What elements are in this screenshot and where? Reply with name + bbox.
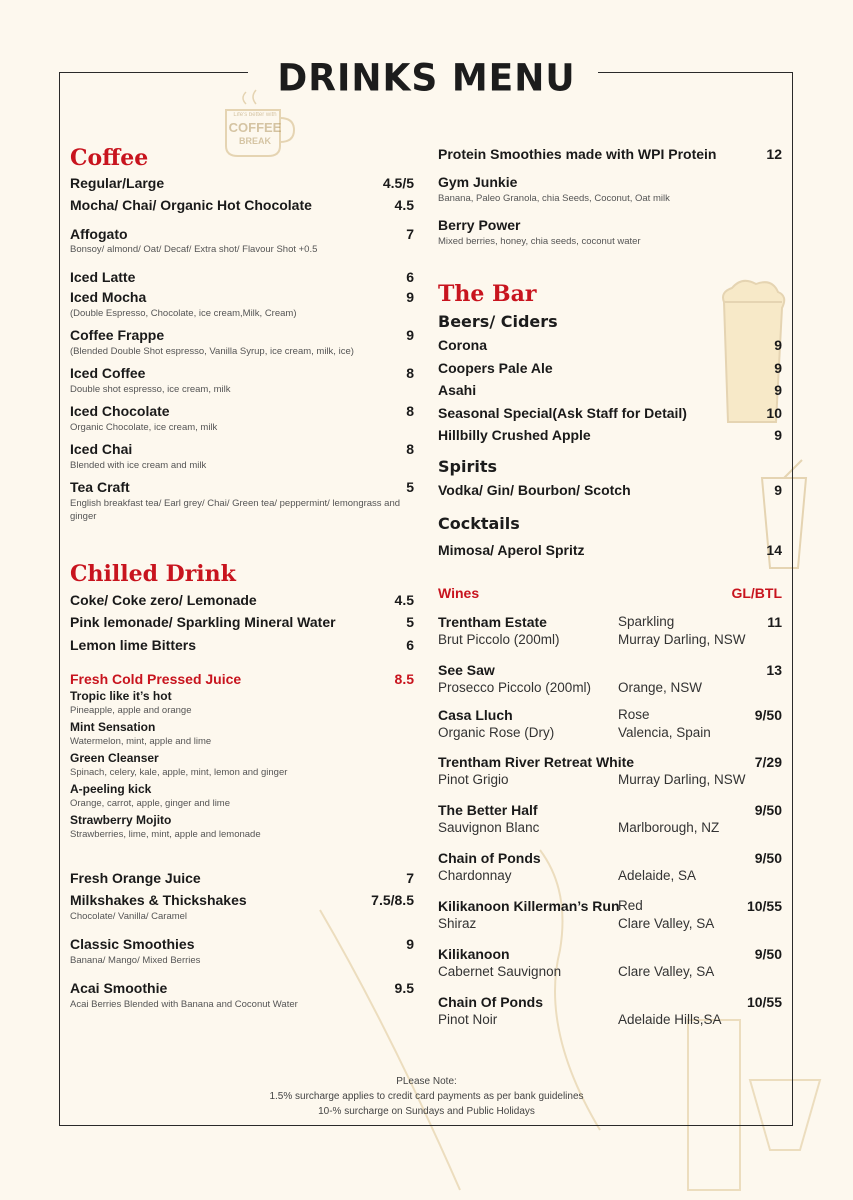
juice-price: 8.5 [394,671,414,687]
item-price: 8 [406,403,414,419]
item-price: 9 [774,382,782,398]
menu-item [70,637,414,655]
coffee-break-logo-line1: Life's better with [233,112,277,118]
wine-item [438,802,782,838]
menu-item [70,479,414,522]
item-price: 4.5 [394,197,414,213]
menu-item [70,870,414,888]
juice-name: Green Cleanser [70,751,159,765]
menu-item [70,226,414,255]
menu-item [70,289,414,319]
item-price: 8 [406,365,414,381]
item-name: Classic Smoothies [70,936,195,952]
cocktails-heading: Cocktails [438,514,520,533]
item-name: Fresh Orange Juice [70,870,201,886]
juice-heading: Fresh Cold Pressed Juice [70,671,242,687]
menu-item [70,892,414,922]
item-price: 8 [406,441,414,457]
notes-line-2: 10-% surcharge on Sundays and Public Holidays [318,1106,535,1117]
wine-item [438,946,782,982]
menu-item [70,269,414,287]
the-bar-heading: The Bar [438,281,537,307]
juice-name: Strawberry Mojito [70,813,172,827]
menu-item [70,175,414,193]
juice-description: Pineapple, apple and orange [70,705,192,716]
item-price: 9 [774,482,782,498]
wine-region: Murray Darling, NSW [618,632,746,647]
wine-variety: Chardonnay [438,868,512,883]
item-name: Milkshakes & Thickshakes [70,892,247,908]
menu-item [438,337,782,355]
item-price: 9 [406,936,414,952]
wine-name: Casa Lluch [438,707,513,723]
juice-name: Tropic like it’s hot [70,689,172,703]
notes-line-1: 1.5% surcharge applies to credit card payments as per bank guidelines [269,1091,584,1102]
item-name: Iced Chai [70,441,133,457]
wine-type: Red [618,898,643,913]
item-name: Coke/ Coke zero/ Lemonade [70,592,257,608]
coffee-break-logo-line3: BREAK [238,136,271,146]
item-price: 5 [406,614,414,630]
menu-item [70,614,414,632]
menu-item [438,382,782,400]
item-price: 9 [774,427,782,443]
wine-type: Sparkling [618,614,675,629]
menu-item [438,217,782,247]
menu-item [438,405,782,423]
juice-description: Spinach, celery, kale, apple, mint, lemon and ginger [70,767,288,778]
menu-item [438,482,782,500]
wine-name: Chain Of Ponds [438,994,543,1010]
wine-region: Orange, NSW [618,680,703,695]
juice-description: Orange, carrot, apple, ginger and lime [70,798,231,809]
item-name: Hillbilly Crushed Apple [438,427,591,443]
wine-name: Chain of Ponds [438,850,541,866]
wines-heading: Wines [438,585,480,601]
wine-variety: Sauvignon Blanc [438,820,540,835]
wine-price: 7/29 [754,754,782,770]
item-name: Affogato [70,226,128,242]
wine-region: Valencia, Spain [618,725,711,740]
item-price: 7 [406,870,414,886]
wine-variety: Cabernet Sauvignon [438,964,562,979]
wine-region: Clare Valley, SA [618,916,715,931]
wine-item [438,994,782,1030]
item-price: 9 [774,360,782,376]
item-description: Mixed berries, honey, chia seeds, coconut water [438,236,641,247]
menu-item [438,542,782,560]
wines-heading-row [438,585,782,603]
juice-name: A-peeling kick [70,782,152,796]
item-name: Coopers Pale Ale [438,360,553,376]
item-description: Blended with ice cream and milk [70,460,207,471]
juice-description: Watermelon, mint, apple and lime [70,736,212,747]
wine-variety: Prosecco Piccolo (200ml) [438,680,592,695]
item-description: Organic Chocolate, ice cream, milk [70,422,218,433]
wine-region: Murray Darling, NSW [618,772,746,787]
wine-name: Trentham Estate [438,614,547,630]
item-name: Asahi [438,382,477,398]
juice-heading-row [70,671,414,689]
wine-variety: Organic Rose (Dry) [438,725,555,740]
menu-item [70,980,414,1010]
item-price: 9 [406,289,414,305]
juice-description: Strawberries, lime, mint, apple and lemonade [70,829,261,840]
wine-name: See Saw [438,662,495,678]
item-description: Acai Berries Blended with Banana and Coconut Water [70,999,298,1010]
wine-item [438,898,782,934]
wine-name: Kilikanoon [438,946,510,962]
item-name: Mimosa/ Aperol Spritz [438,542,585,558]
wine-variety: Brut Piccolo (200ml) [438,632,560,647]
wine-price: 13 [766,662,782,678]
item-price: 4.5 [394,592,414,608]
item-price: 6 [406,269,414,285]
wine-item [438,754,782,790]
item-description: Banana/ Mango/ Mixed Berries [70,955,201,966]
menu-item [70,936,414,966]
juice-name: Mint Sensation [70,720,156,734]
item-price: 9 [774,337,782,353]
menu-item [70,327,414,357]
item-price: 10 [766,405,782,421]
item-price: 7 [406,226,414,242]
wine-item [438,707,782,743]
coffee-break-logo-line2: COFFEE [228,120,282,135]
wine-region: Adelaide, SA [618,868,697,883]
item-price: 5 [406,479,414,495]
wine-price: 9/50 [754,802,782,818]
item-price: 6 [406,637,414,653]
wine-price: 10/55 [746,898,782,914]
item-description: (Double Espresso, Chocolate, ice cream,Milk, Cream) [70,308,297,319]
wine-item [438,850,782,886]
wines-price-heading: GL/BTL [731,585,782,601]
menu-item [70,441,414,471]
protein-heading-row [438,146,782,164]
item-price: 14 [766,542,782,558]
item-name: Seasonal Special(Ask Staff for Detail) [438,405,687,421]
item-name: Acai Smoothie [70,980,168,996]
item-price: 9 [406,327,414,343]
beers-ciders-heading: Beers/ Ciders [438,312,558,331]
wine-region: Marlborough, NZ [618,820,720,835]
wine-variety: Shiraz [438,916,477,931]
menu-item [438,427,782,445]
item-name: Vodka/ Gin/ Bourbon/ Scotch [438,482,631,498]
protein-heading: Protein Smoothies made with WPI Protein [438,146,717,162]
item-description: English breakfast tea/ Earl grey/ Chai/ Green tea/ peppermint/ lemongrass and ginger [70,498,401,522]
wine-region: Adelaide Hills,SA [618,1012,722,1027]
wine-variety: Pinot Noir [438,1012,498,1027]
menu-item [70,592,414,610]
chilled-drink-heading: Chilled Drink [70,561,236,587]
wine-price: 9/50 [754,850,782,866]
item-name: Iced Latte [70,269,136,285]
menu-item [70,365,414,395]
item-name: Gym Junkie [438,174,518,190]
item-description: (Blended Double Shot espresso, Vanilla Syrup, ice cream, milk, ice) [70,346,354,357]
wine-name: Kilikanoon Killerman’s Run [438,898,620,914]
surcharge-notes [0,1074,853,1119]
wine-item [438,662,782,698]
item-name: Iced Chocolate [70,403,170,419]
item-name: Coffee Frappe [70,327,165,343]
menu-item [438,360,782,378]
item-name: Corona [438,337,487,353]
wine-variety: Pinot Grigio [438,772,509,787]
item-name: Pink lemonade/ Sparkling Mineral Water [70,614,336,630]
wine-price: 9/50 [754,707,782,723]
menu-item [70,403,414,433]
item-description: Double shot espresso, ice cream, milk [70,384,231,395]
wine-item [438,614,782,650]
wine-type: Rose [618,707,650,722]
coffee-heading: Coffee [70,145,149,171]
wine-region: Clare Valley, SA [618,964,715,979]
item-price: 9.5 [394,980,414,996]
wine-price: 9/50 [754,946,782,962]
item-name: Mocha/ Chai/ Organic Hot Chocolate [70,197,312,213]
item-description: Banana, Paleo Granola, chia Seeds, Coconut, Oat milk [438,193,670,204]
item-price: 7.5/8.5 [371,892,414,908]
menu-item [70,197,414,215]
item-name: Iced Mocha [70,289,147,305]
spirits-heading: Spirits [438,457,498,476]
page-title: DRINKS MENU [277,56,576,101]
wine-name: The Better Half [438,802,538,818]
wine-name: Trentham River Retreat White [438,754,635,770]
item-description: Bonsoy/ almond/ Oat/ Decaf/ Extra shot/ Flavour Shot +0.5 [70,244,318,255]
item-price: 4.5/5 [382,175,414,191]
item-name: Iced Coffee [70,365,146,381]
notes-heading: PLease Note: [396,1076,457,1087]
item-name: Berry Power [438,217,521,233]
item-name: Tea Craft [70,479,130,495]
menu-item [438,174,782,204]
wine-price: 10/55 [746,994,782,1010]
item-name: Lemon lime Bitters [70,637,197,653]
wine-price: 11 [767,614,782,630]
protein-price: 12 [766,146,782,162]
item-name: Regular/Large [70,175,165,191]
item-description: Chocolate/ Vanilla/ Caramel [70,911,188,922]
